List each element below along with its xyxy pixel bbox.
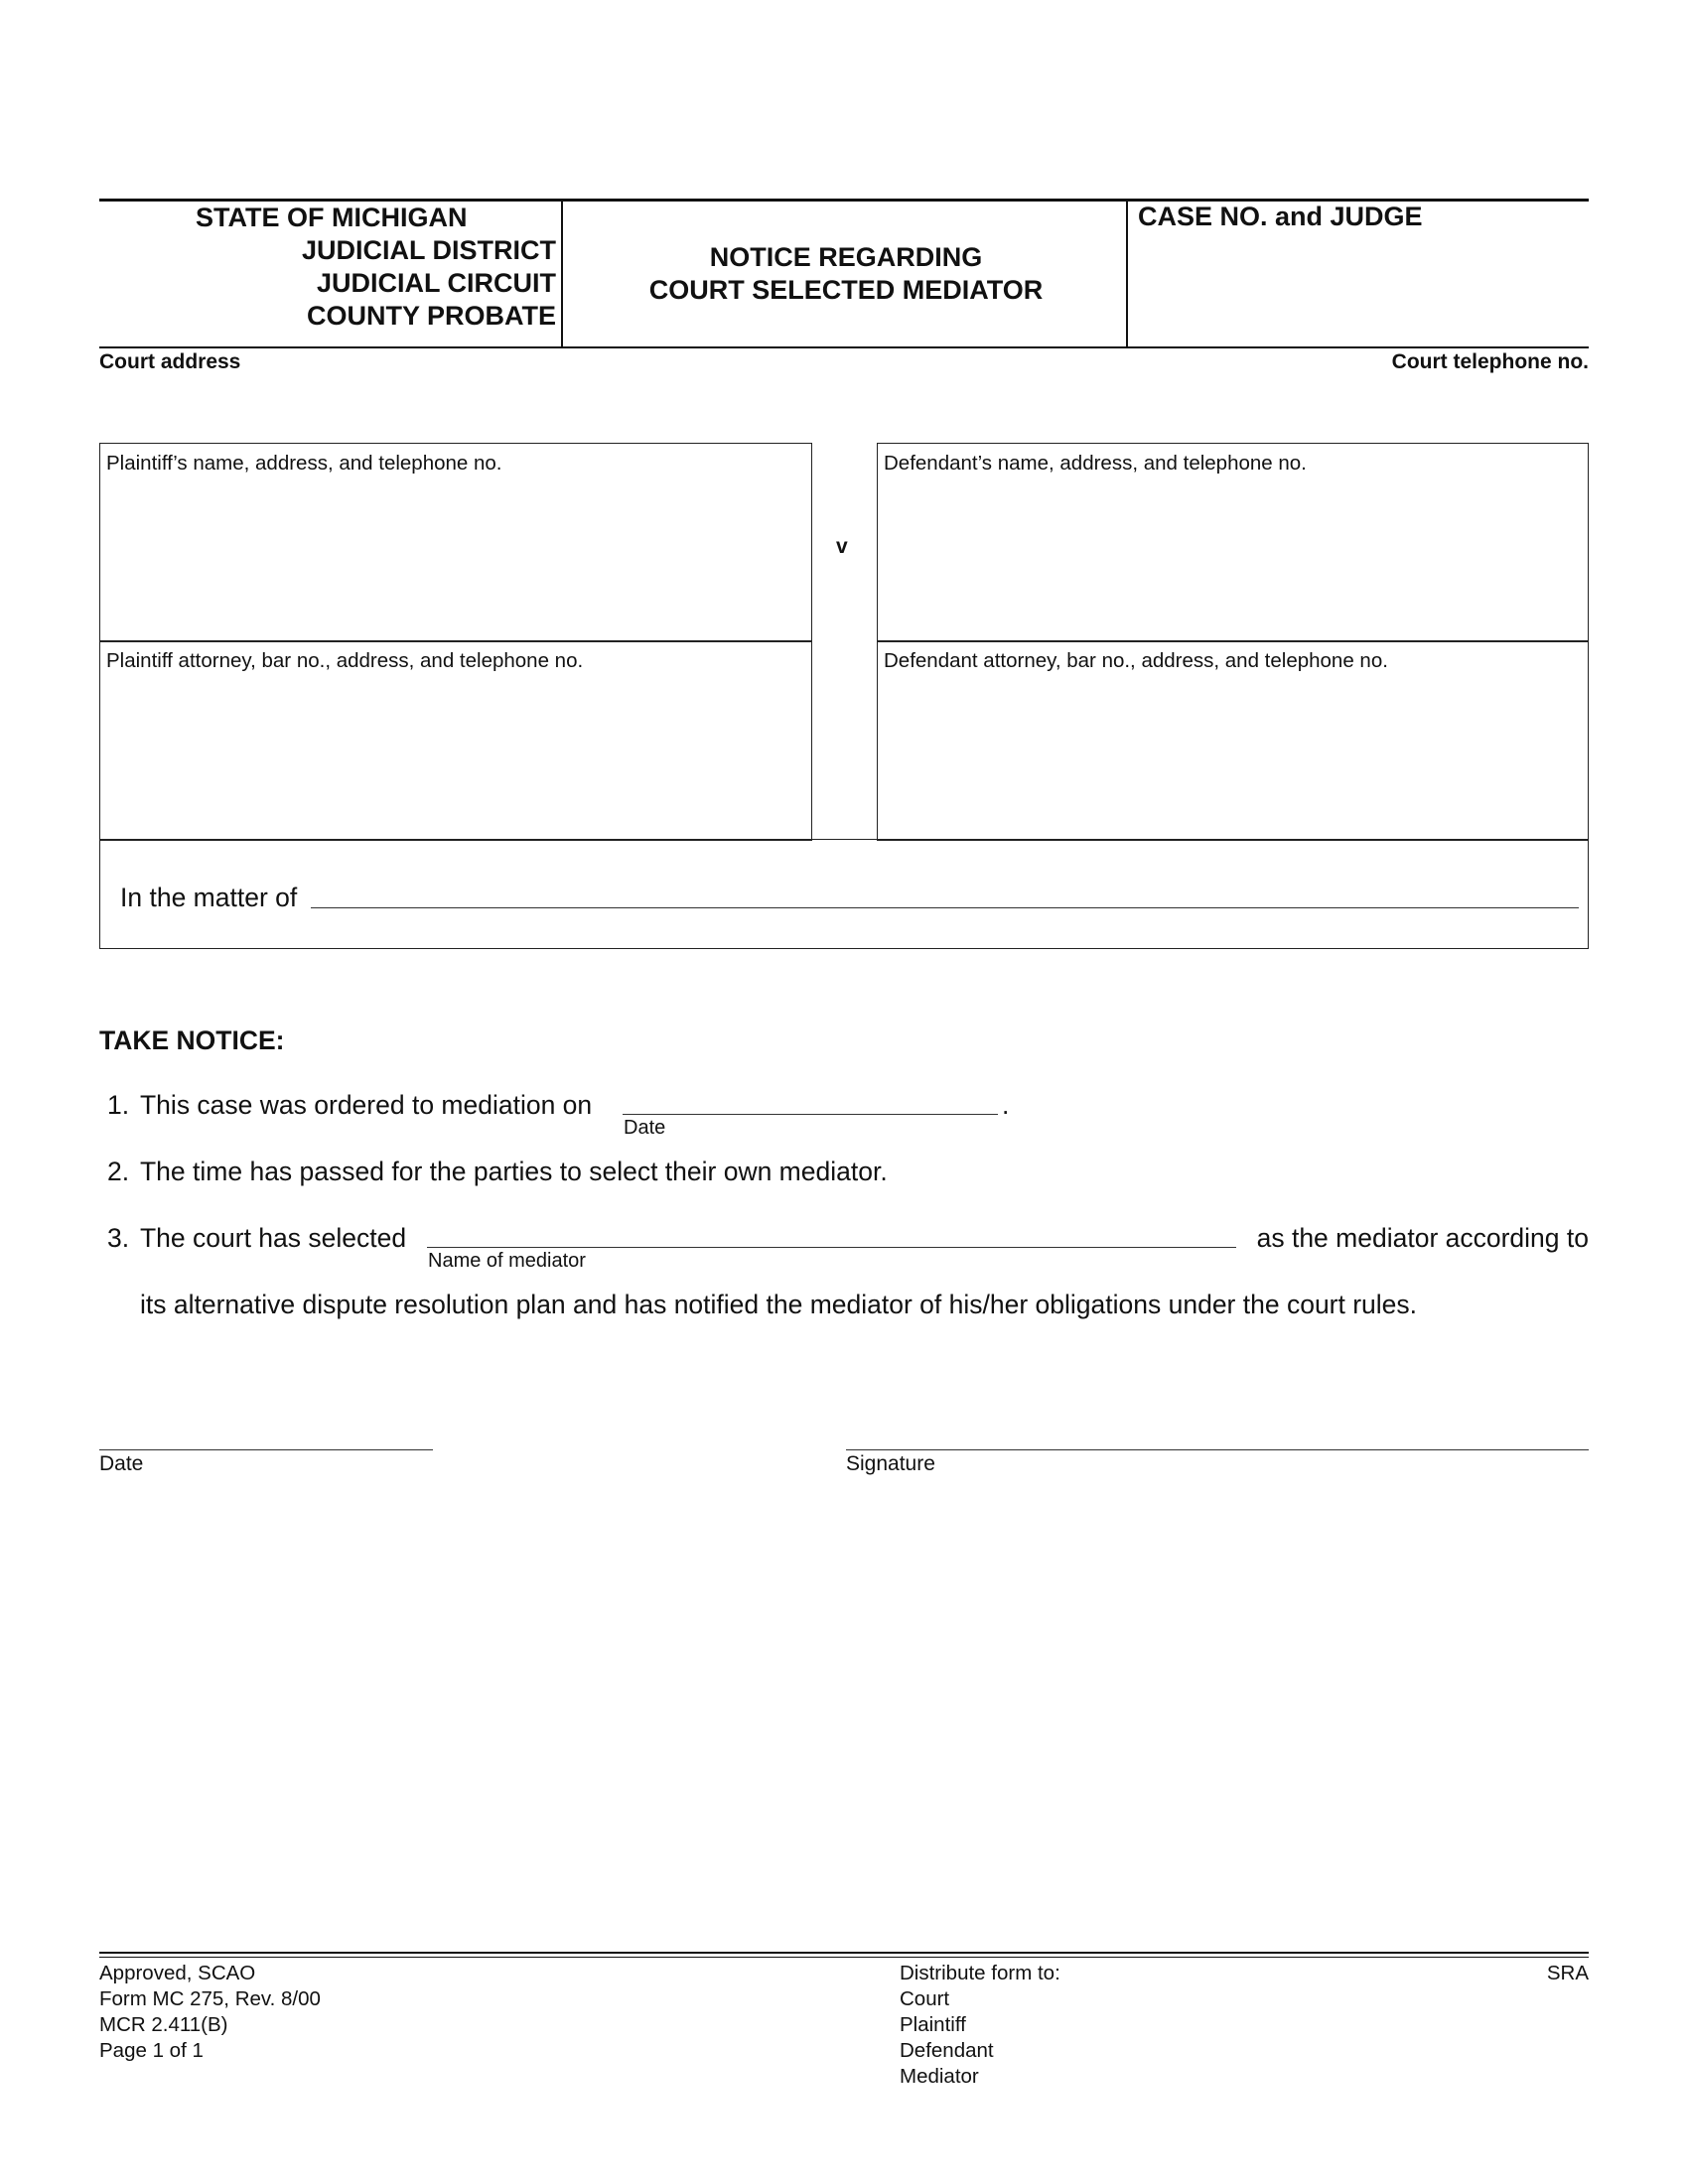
distribution-list [900,1961,1060,2090]
court-state: STATE OF MICHIGAN [196,203,468,232]
matter-box [99,839,1589,949]
plaintiff-label: Plaintiff’s name, address, and telephone no. [106,452,502,475]
matter-field[interactable] [311,907,1579,908]
distribute-label: Distribute form to: [900,1962,1060,1984]
plaintiff-attorney-box[interactable] [99,640,812,841]
header-bottom-rule [99,346,1589,348]
form-title-line-2: COURT SELECTED MEDIATOR [648,275,1044,305]
court-address-label: Court address [99,350,241,373]
defendant-attorney-label: Defendant attorney, bar no., address, and telephone no. [884,649,1388,672]
form-title [564,241,1128,307]
item-2-text: The time has passed for the parties to select their own mediator. [140,1157,888,1186]
item-1-text: This case was ordered to mediation on [140,1090,593,1120]
court-telephone-label: Court telephone no. [1391,350,1589,373]
plaintiff-box[interactable] [99,443,812,642]
mediation-date-field[interactable] [623,1114,998,1115]
mediator-name-field[interactable] [427,1247,1236,1248]
plaintiff-attorney-label: Plaintiff attorney, bar no., address, and telephone no. [106,649,584,672]
court-probate: COUNTY PROBATE [306,301,556,331]
court-name-block [99,202,556,333]
defendant-label: Defendant’s name, address, and telephone no. [884,452,1307,475]
approved-text: Approved, SCAO [99,1962,256,1984]
item-2-number: 2. [107,1157,130,1186]
case-no-field[interactable] [1132,243,1584,342]
page-number: Page 1 of 1 [99,2039,204,2062]
mediation-date-caption: Date [624,1117,666,1139]
form-code: SRA [1546,1962,1589,1984]
date-line[interactable] [99,1449,433,1450]
matter-label: In the matter of [120,883,298,912]
recipient-mediator: Mediator [900,2065,979,2088]
footer-rule-bottom [99,1957,1589,1958]
take-notice-heading: TAKE NOTICE: [99,1025,285,1055]
recipient-court: Court [900,1987,950,2010]
header-divider-left [561,199,563,348]
form-title-line-1: NOTICE REGARDING [709,242,983,272]
item-3-number: 3. [107,1223,130,1253]
versus-label: v [836,535,848,558]
item-3-text-c: its alternative dispute resolution plan and has notified the mediator of his/her obligations under the court rules. [140,1290,1418,1319]
defendant-box[interactable] [877,443,1589,642]
item-1-period: . [1002,1090,1010,1120]
item-1-number: 1. [107,1090,130,1120]
item-3-text-a: The court has selected [140,1223,407,1253]
court-circuit: JUDICIAL CIRCUIT [316,268,556,298]
mediator-name-caption: Name of mediator [428,1250,586,1272]
signature-line[interactable] [846,1449,1589,1450]
case-no-label: CASE NO. and JUDGE [1138,202,1423,231]
form-info [99,1961,321,2064]
item-3-text-b: as the mediator according to [1256,1223,1589,1253]
recipient-plaintiff: Plaintiff [900,2013,966,2036]
court-rule: MCR 2.411(B) [99,2013,228,2036]
signature-label: Signature [846,1452,935,1475]
recipient-defendant: Defendant [900,2039,994,2062]
date-label: Date [99,1452,144,1475]
footer-rule-top [99,1952,1589,1954]
court-district: JUDICIAL DISTRICT [301,235,556,265]
defendant-attorney-box[interactable] [877,640,1589,841]
form-number: Form MC 275, Rev. 8/00 [99,1987,321,2010]
